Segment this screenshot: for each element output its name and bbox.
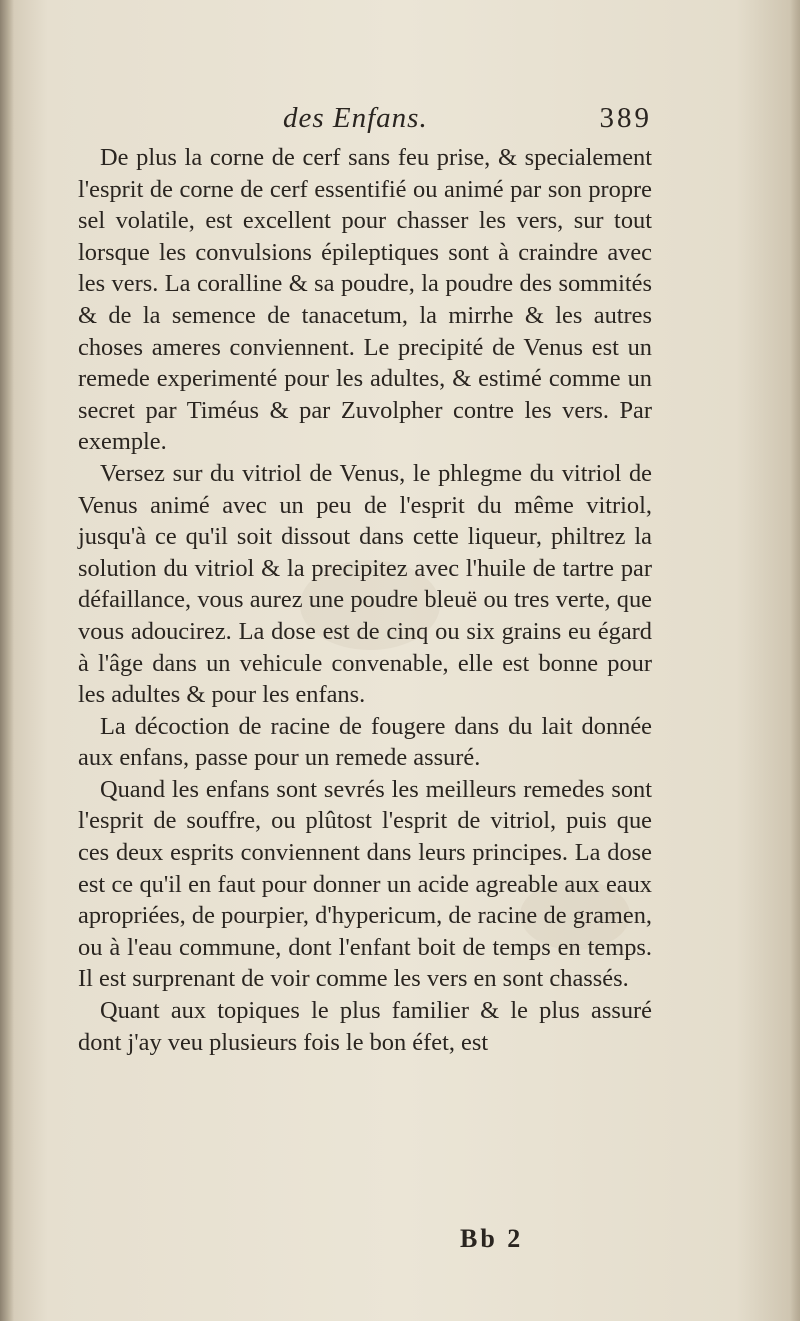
page-edge-shadow bbox=[790, 0, 800, 1321]
paragraph: Versez sur du vitriol de Venus, le phlegme du vitriol de Venus animé avec un peu de l'esprit du même vitriol, jusqu'à ce qu'il soit dissout dans cette liqueur, philtrez la solution du vitriol & la precipitez avec l'huile de tartre par défaillance, vous aurez une poudre bleuë ou tres verte, que vous adoucirez. La dose est de cinq ou six grains eu égard à l'âge dans un vehicule convenable, elle est bonne pour les adultes & pour les enfans. bbox=[78, 459, 652, 709]
paragraph: Quand les enfans sont sevrés les meilleurs remedes sont l'esprit de souffre, ou plûtost l'esprit de vitriol, puis que ces deux esprits conviennent dans leurs principes. La dose est ce qu'il en faut pour donner un acide agreable aux eaux apropriées, de pourpier, d'hypericum, de racine de gramen, ou à l'eau commune, dont l'enfant boit de temps en temps. Il est surprenant de voir comme les vers en sont chassés. bbox=[78, 775, 652, 993]
page-binding-shadow bbox=[0, 0, 14, 1321]
page-number: 389 bbox=[599, 102, 652, 134]
paragraph: La décoction de racine de fougere dans du lait donnée aux enfans, passe pour un remede assuré. bbox=[78, 712, 652, 772]
signature-mark: Bb 2 bbox=[460, 1224, 524, 1253]
page-header bbox=[78, 102, 652, 142]
paragraph: Quant aux topiques le plus familier & le plus assuré dont j'ay veu plusieurs fois le bon éfet, est bbox=[78, 997, 652, 1056]
body-text bbox=[78, 142, 652, 1058]
page-footer bbox=[78, 1224, 652, 1260]
running-title: des Enfans. bbox=[283, 102, 428, 134]
paragraph: De plus la corne de cerf sans feu prise, & specialement l'esprit de corne de cerf essentifié ou animé par son propre sel volatile, est excellent pour chasser les vers, sur tout lorsque les convulsions épileptiques sont à craindre avec les vers. La coralline & sa poudre, la poudre des sommités & de la semence de tanacetum, la mirrhe & les autres choses ameres conviennent. Le precipité de Venus est un remede experimenté pour les adultes, & estimé comme un secret par Timéus & par Zuvolpher contre les vers. Par exemple. bbox=[78, 144, 652, 456]
